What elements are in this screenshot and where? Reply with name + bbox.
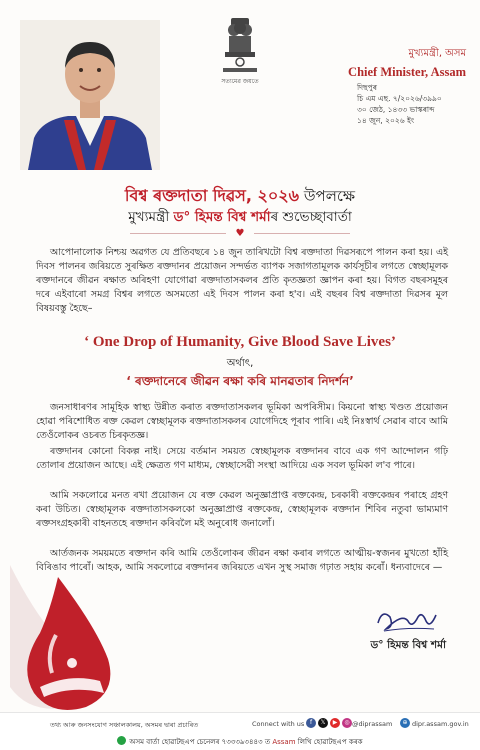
notice-text-pre: অসম বাৰ্তা হোৱাটছএপ চেনেলৰ ৭৩৩৩৯৩৪৪৩ ত (129, 738, 273, 746)
title-message: ৰ শুভেচ্ছাবাৰ্তা (270, 209, 352, 225)
paragraph-donors: জনসাধাৰণৰ সামূহিক স্বাস্থ্য উন্নীত কৰাত ৰক্তদাতাসকলৰ ভূমিকা অপৰিসীম। কিয়নো স্বাস্থ্য খণ্ডত প্ৰয়োজন হোৱা পৰিশোধিত ৰক্ত কেৱল স্বেচ্ছামূলক ৰক্তদাতাসকলৰ যোগেদিহে পূৰাব পাৰি। এই নিঃস্বাৰ্থ সেৱাৰ বাবে আমি তেওঁলোকৰ ওচৰত চিৰকৃতজ্ঞ। (36, 402, 448, 441)
theme-english: ‘ One Drop of Humanity, Give Blood Save Lives’ (84, 334, 396, 350)
facebook-icon[interactable]: f (306, 718, 316, 728)
footer (0, 712, 480, 750)
paragraph-blood-centres: আমি সকলোৱে মনত ৰখা প্ৰয়োজন যে ৰক্ত কেৱল অনুজ্ঞাপ্ৰাপ্ত ৰক্তকেন্দ্ৰ, চৰকাৰী ৰক্তকেন্দ্ৰৰ পৰাহে গ্ৰহণ কৰা উচিত। স্বেচ্ছামূলক ৰক্তদাতাসকলকো অনুজ্ঞাপ্ৰাপ্ত ৰক্তকেন্দ্ৰ, স্বেচ্ছামূলক ৰক্তদান শিবিৰ নতুবা ভাম্যমাণ ৰক্তসংগ্ৰহকাৰী বাহনতহে ৰক্তদান কৰিবলৈ মই অনুৰোধ জনালোঁ। (36, 490, 448, 529)
whatsapp-icon (117, 736, 126, 745)
theme-assamese: ‘ ৰক্তদানেৰে জীৱন ৰক্ষা কৰি মানৱতাৰ নিদৰ্শন’ (126, 374, 354, 388)
footer-website[interactable]: dipr.assam.gov.in (412, 720, 469, 728)
chief-minister-portrait (20, 20, 160, 170)
meta-place: দিছপুৰ (357, 83, 377, 92)
title-divider (0, 229, 480, 239)
youtube-icon[interactable]: ▶ (330, 718, 340, 728)
paragraph-movement: ৰক্তদানৰ কোনো বিকল্প নাই। সেয়ে বৰ্তমান সময়ত স্বেচ্ছামূলক ৰক্তদানৰ বাবে এক গণ আন্দোলন গঢ়ি তোলাৰ প্ৰয়োজন আছে। এই ক্ষেত্ৰত গণ মাধ্যম, স্বেচ্ছাসেৱী সংস্থা আদিয়ে এক সবল ভূমিকা ল'ব পাৰে। (36, 446, 448, 471)
title-suffix: উপলক্ষে (299, 187, 356, 205)
globe-icon: ⊕ (400, 718, 410, 728)
title-prefix: মুখ্যমন্ত্ৰী (128, 209, 174, 225)
paragraph-intro: আপোনালোক নিশ্চয় অৱগত যে প্ৰতিবছৰে ১৪ জুন তাৰিখটো বিশ্ব ৰক্তদাতা দিৱসৰূপে পালন কৰা হয়। এই দিবস পালনৰ জৰিয়তে সুৰক্ষিত ৰক্তদানৰ প্ৰয়োজন সন্দৰ্ভত ব্যাপক সজাগতামূলক কাৰ্যসূচীৰ লগতে স্বেচ্ছামূলক ৰক্তদানৰে জীৱন ৰক্ষাত অৰিহণা যোগোৱা ৰক্তদাতাসকলৰ প্ৰতি কৃতজ্ঞতা জ্ঞাপন কৰা হয়। বিগত বছৰসমূহৰ দৰে এইবাৰো সমগ্ৰ বিশ্বৰ লগতে অসমতো এই দিবস পালন কৰা হ'ব। এই বছৰৰ বিশ্ব ৰক্তদাতা দিৱসৰ মূল বিষয়বস্তু হৈছে– (36, 247, 448, 314)
office-title-assamese: মুখ্যমন্ত্ৰী, অসম (408, 48, 466, 59)
paragraph-closing: আৰ্তজনক সময়মতে ৰক্তদান কৰি আমি তেওঁলোকৰ জীৱন ৰক্ষা কৰাৰ লগতে আত্মীয়-স্বজনৰ মুখতো হাঁহি বিৰিঙাব পাৰোঁ। আহক, আমি সকলোৱে ৰক্তদানৰ জৰিয়তে এখন সুস্থ সমাজ গঢ়াত সহায় কৰোঁ। ধন্যবাদেৰে — (36, 548, 448, 573)
footer-department: তথ্য আৰু জনসংযোগ সঞ্চালকালয়, অসমৰ দ্বাৰা প্ৰচাৰিত (50, 721, 199, 729)
signatory-name: ড° হিমন্ত বিশ্ব শৰ্মা (370, 639, 446, 651)
cm-name-title: ড° হিমন্ত বিশ্ব শৰ্মা (173, 209, 271, 225)
office-title-english: Chief Minister, Assam (348, 65, 466, 79)
office-block (316, 46, 466, 80)
meta-reference: চি এম এছ. ৭/২০২৬/৩৯৯০ (357, 94, 442, 103)
meta-date-assamese: ৩০ জেঠ, ১৪৩৩ ভাস্কৰাব্দ (357, 105, 435, 114)
notice-text-post: লিখি হোৱাটছএপ কৰক (295, 738, 363, 746)
instagram-icon[interactable]: ◎ (342, 718, 352, 728)
national-emblem-icon (219, 14, 261, 76)
blood-drop-icon (0, 555, 150, 715)
emblem-caption: সত্যমেৱ জয়তে (221, 78, 259, 85)
signature-icon (372, 603, 442, 635)
footer-connect-label: Connect with us (252, 720, 305, 728)
heart-icon: ♥ (235, 228, 245, 239)
letter-title-line2 (0, 206, 480, 229)
footer-whatsapp-notice (0, 736, 480, 748)
meta-date-english: ১৪ জুন, ২০২৬ ইং (357, 116, 415, 125)
theme-connector: অৰ্থাৎ, (226, 358, 254, 369)
event-name: বিশ্ব ৰক্তদাতা দিৱস, ২০২৬ (124, 186, 300, 205)
footer-handle[interactable]: @diprassam (352, 720, 393, 728)
notice-keyword: Assam (272, 738, 296, 746)
x-icon[interactable]: 𝕏 (318, 718, 328, 728)
letter-meta (357, 82, 477, 126)
